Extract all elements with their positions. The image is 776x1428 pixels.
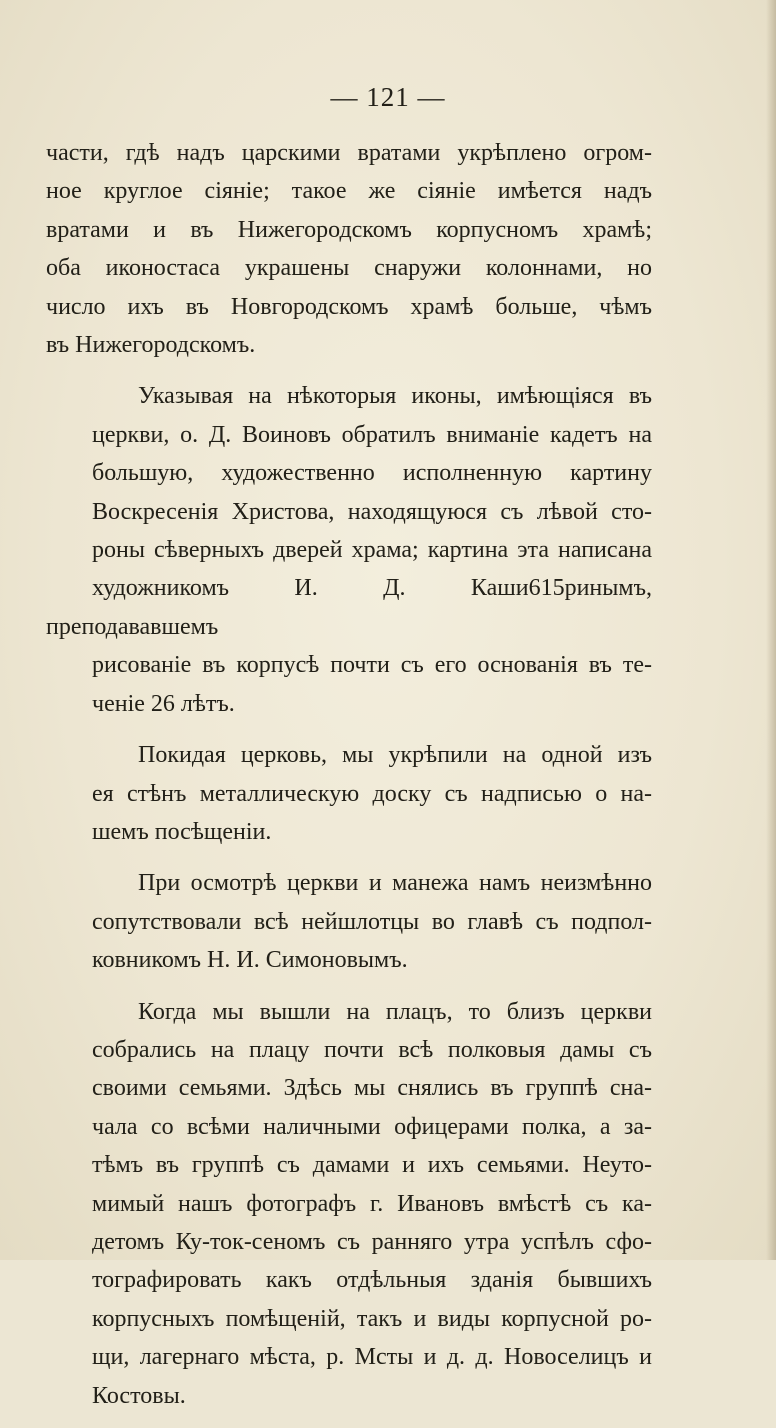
text-line: своими семьями. Здѣсь мы снялись въ группѣ сна- <box>92 1075 652 1102</box>
text-line: сопутствовали всѣ нейшлотцы во главѣ съ подпол- <box>92 908 652 935</box>
text-line: шемъ посѣщеніи. <box>92 818 272 845</box>
page-number: — 121 — <box>330 82 446 112</box>
text-line: рисованіе въ корпусѣ почти съ его основанія въ те- <box>92 652 652 679</box>
text-line: оба иконостаса украшены снаружи колоннами, но <box>46 255 652 282</box>
paragraph <box>46 736 652 851</box>
text-line: Костовы. <box>92 1382 186 1409</box>
text-line: ченіе 26 лѣтъ. <box>92 690 235 717</box>
text-line: тографировать какъ отдѣльныя зданія бывшихъ <box>92 1267 652 1294</box>
text-line: церкви, о. Д. Воиновъ обратилъ вниманіе кадетъ на <box>92 421 652 448</box>
text-line: большую, художественно исполненную картину <box>92 460 652 487</box>
paragraph <box>46 993 652 1415</box>
text-line: При осмотрѣ церкви и манежа намъ неизмѣнно <box>138 870 652 897</box>
text-line: мимый нашъ фотографъ г. Ивановъ вмѣстѣ съ ка- <box>92 1190 652 1217</box>
text-line: художникомъ И. Д. Каши615ринымъ, преподававшемъ <box>46 575 652 640</box>
text-line: Указывая на нѣкоторыя иконы, имѣющіяся въ <box>138 383 652 410</box>
text-line: детомъ Ку-ток-сеномъ съ ранняго утра успѣлъ сфо- <box>92 1228 652 1255</box>
page-text <box>46 134 652 1428</box>
text-line: въ Нижегородскомъ. <box>46 332 256 359</box>
text-line: чала со всѣми наличными офицерами полка, а за- <box>92 1113 652 1140</box>
text-line: ное круглое сіяніе; такое же сіяніе имѣется надъ <box>46 178 652 205</box>
text-line: тѣмъ въ группѣ съ дамами и ихъ семьями. Неуто- <box>92 1152 652 1179</box>
text-line: корпусныхъ помѣщеній, такъ и виды корпусной ро- <box>92 1305 652 1332</box>
text-line: Когда мы вышли на плацъ, то близъ церкви <box>138 998 652 1025</box>
text-line: Покидая церковь, мы укрѣпили на одной изъ <box>138 742 652 769</box>
page-edge-shadow <box>766 0 776 1260</box>
text-line: ея стѣнъ металлическую доску съ надписью о на- <box>92 780 652 807</box>
text-line: щи, лагернаго мѣста, р. Мсты и д. д. Новоселицъ и <box>92 1344 652 1371</box>
text-line: число ихъ въ Новгородскомъ храмѣ больше, чѣмъ <box>46 293 652 320</box>
text-line: части, гдѣ надъ царскими вратами укрѣплено огром- <box>46 140 652 166</box>
text-line: собрались на плацу почти всѣ полковыя дамы съ <box>92 1036 652 1063</box>
text-line: ковникомъ Н. И. Симоновымъ. <box>92 947 408 974</box>
text-line: Воскресенія Христова, находящуюся съ лѣвой сто- <box>92 498 652 525</box>
paragraph <box>46 134 652 364</box>
text-line: вратами и въ Нижегородскомъ корпусномъ храмѣ; <box>46 216 652 243</box>
text-line: роны сѣверныхъ дверей храма; картина эта написана <box>92 537 652 564</box>
paragraph <box>46 864 652 979</box>
paragraph <box>46 377 652 723</box>
